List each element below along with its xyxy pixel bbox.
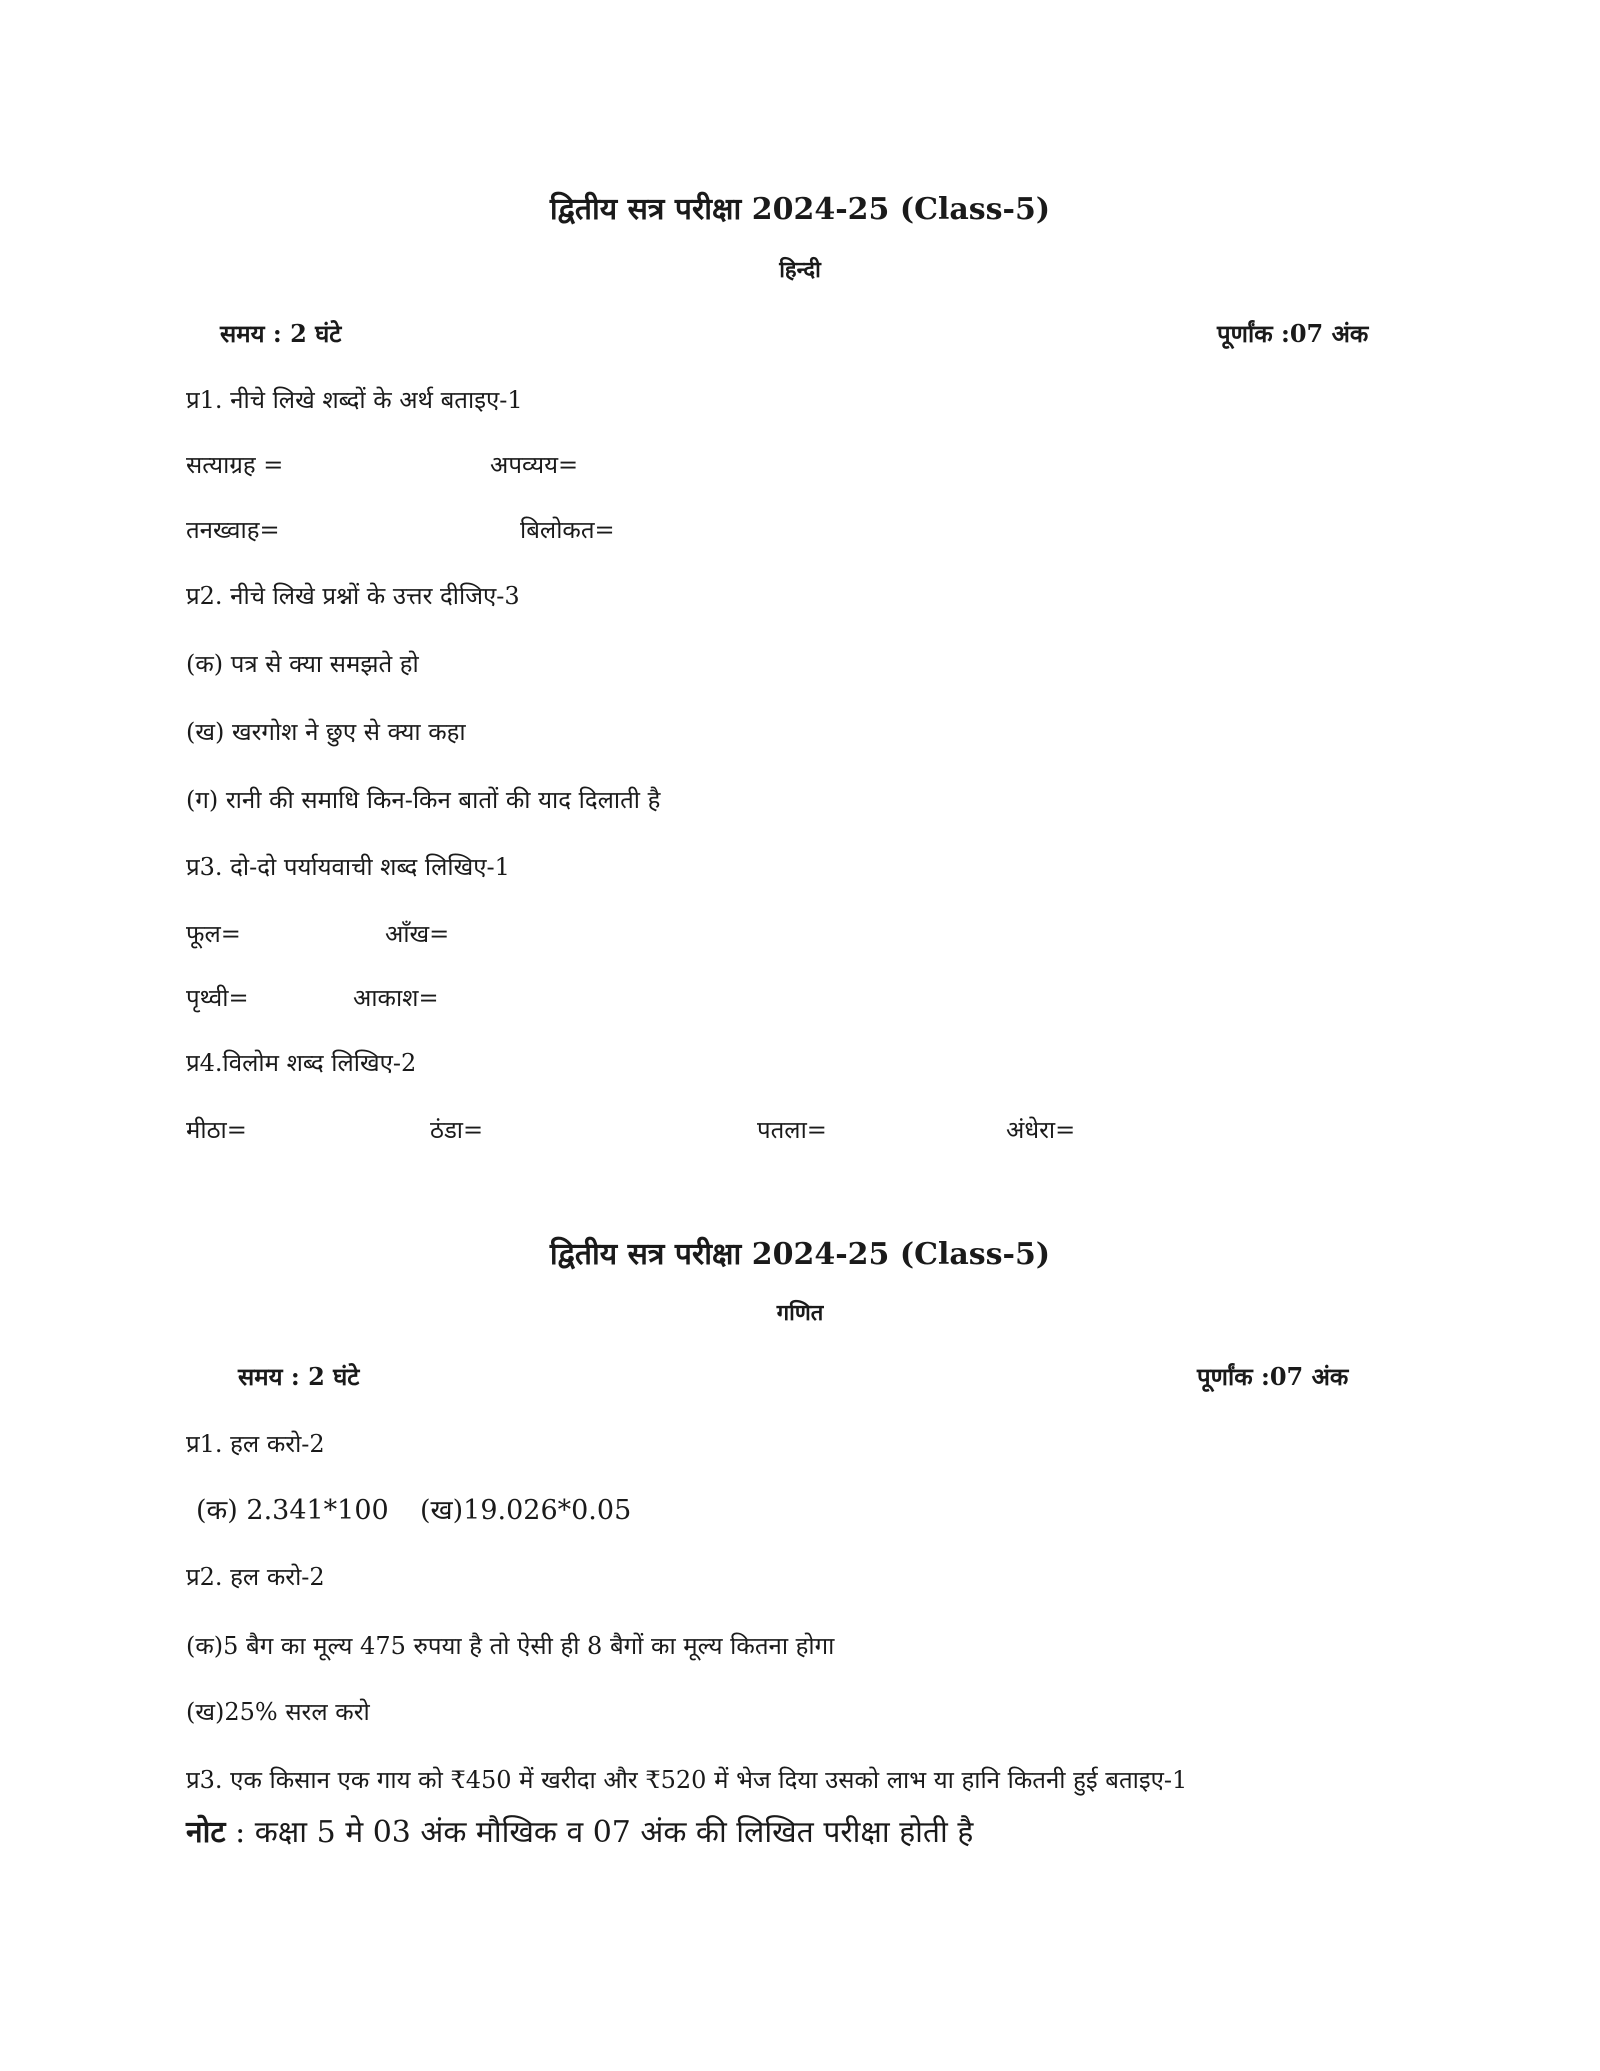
- math-q1-item: (ख)19.026*0.05: [420, 1495, 632, 1526]
- hindi-q1-item: अपव्यय=: [490, 451, 579, 479]
- math-exam-title: द्वितीय सत्र परीक्षा 2024-25 (Class-5): [549, 1237, 1051, 1272]
- math-q2-item: (क)5 बैग का मूल्य 475 रुपया है तो ऐसी ही 8 बैगों का मूल्य कितना होगा: [186, 1632, 835, 1660]
- hindi-q2-item: (ख) खरगोश ने छुए से क्या कहा: [186, 718, 466, 746]
- hindi-q4-item: ठंडा=: [430, 1116, 484, 1144]
- hindi-q3-item: फूल=: [186, 920, 241, 948]
- hindi-q3-item: आकाश=: [353, 984, 439, 1012]
- hindi-q1-item: तनख्वाह=: [186, 516, 280, 544]
- hindi-q4-item: मीठा=: [186, 1116, 247, 1144]
- math-q3: प्र3. एक किसान एक गाय को ₹450 में खरीदा और ₹520 में भेज दिया उसको लाभ या हानि कितनी हुई बताइए-1: [186, 1766, 1188, 1794]
- math-q1-item: (क) 2.341*100: [196, 1495, 389, 1526]
- math-q1: प्र1. हल करो-2: [186, 1430, 325, 1458]
- hindi-time: समय : 2 घंटे: [220, 319, 342, 348]
- hindi-max-marks: पूर्णांक :07 अंक: [1217, 319, 1369, 348]
- math-max-marks: पूर्णांक :07 अंक: [1197, 1362, 1349, 1391]
- hindi-q4: प्र4.विलोम शब्द लिखिए-2: [186, 1049, 417, 1077]
- note-label: नोट: [186, 1815, 226, 1850]
- math-q2: प्र2. हल करो-2: [186, 1563, 325, 1591]
- hindi-q1-item: सत्याग्रह =: [186, 451, 284, 479]
- math-time: समय : 2 घंटे: [238, 1362, 360, 1391]
- hindi-q3-item: पृथ्वी=: [186, 984, 249, 1012]
- note: [186, 1815, 974, 1850]
- hindi-q4-item: पतला=: [757, 1116, 827, 1144]
- hindi-q3-item: आँख=: [385, 920, 450, 948]
- hindi-q2-item: (क) पत्र से क्या समझते हो: [186, 650, 419, 678]
- hindi-q1-item: बिलोकत=: [520, 516, 615, 544]
- hindi-q3: प्र3. दो-दो पर्यायवाची शब्द लिखिए-1: [186, 853, 510, 881]
- note-text: : कक्षा 5 मे 03 अंक मौखिक व 07 अंक की लिखित परीक्षा होती है: [235, 1815, 974, 1850]
- hindi-exam-title: द्वितीय सत्र परीक्षा 2024-25 (Class-5): [549, 192, 1051, 227]
- hindi-q2-item: (ग) रानी की समाधि किन-किन बातों की याद दिलाती है: [186, 786, 661, 814]
- hindi-subject: हिन्दी: [779, 257, 821, 283]
- hindi-q4-item: अंधेरा=: [1006, 1116, 1076, 1144]
- math-subject: गणित: [776, 1300, 824, 1326]
- hindi-q1: प्र1. नीचे लिखे शब्दों के अर्थ बताइए-1: [186, 386, 523, 414]
- hindi-q2: प्र2. नीचे लिखे प्रश्नों के उत्तर दीजिए-3: [186, 582, 520, 610]
- math-q2-item: (ख)25% सरल करो: [186, 1698, 370, 1726]
